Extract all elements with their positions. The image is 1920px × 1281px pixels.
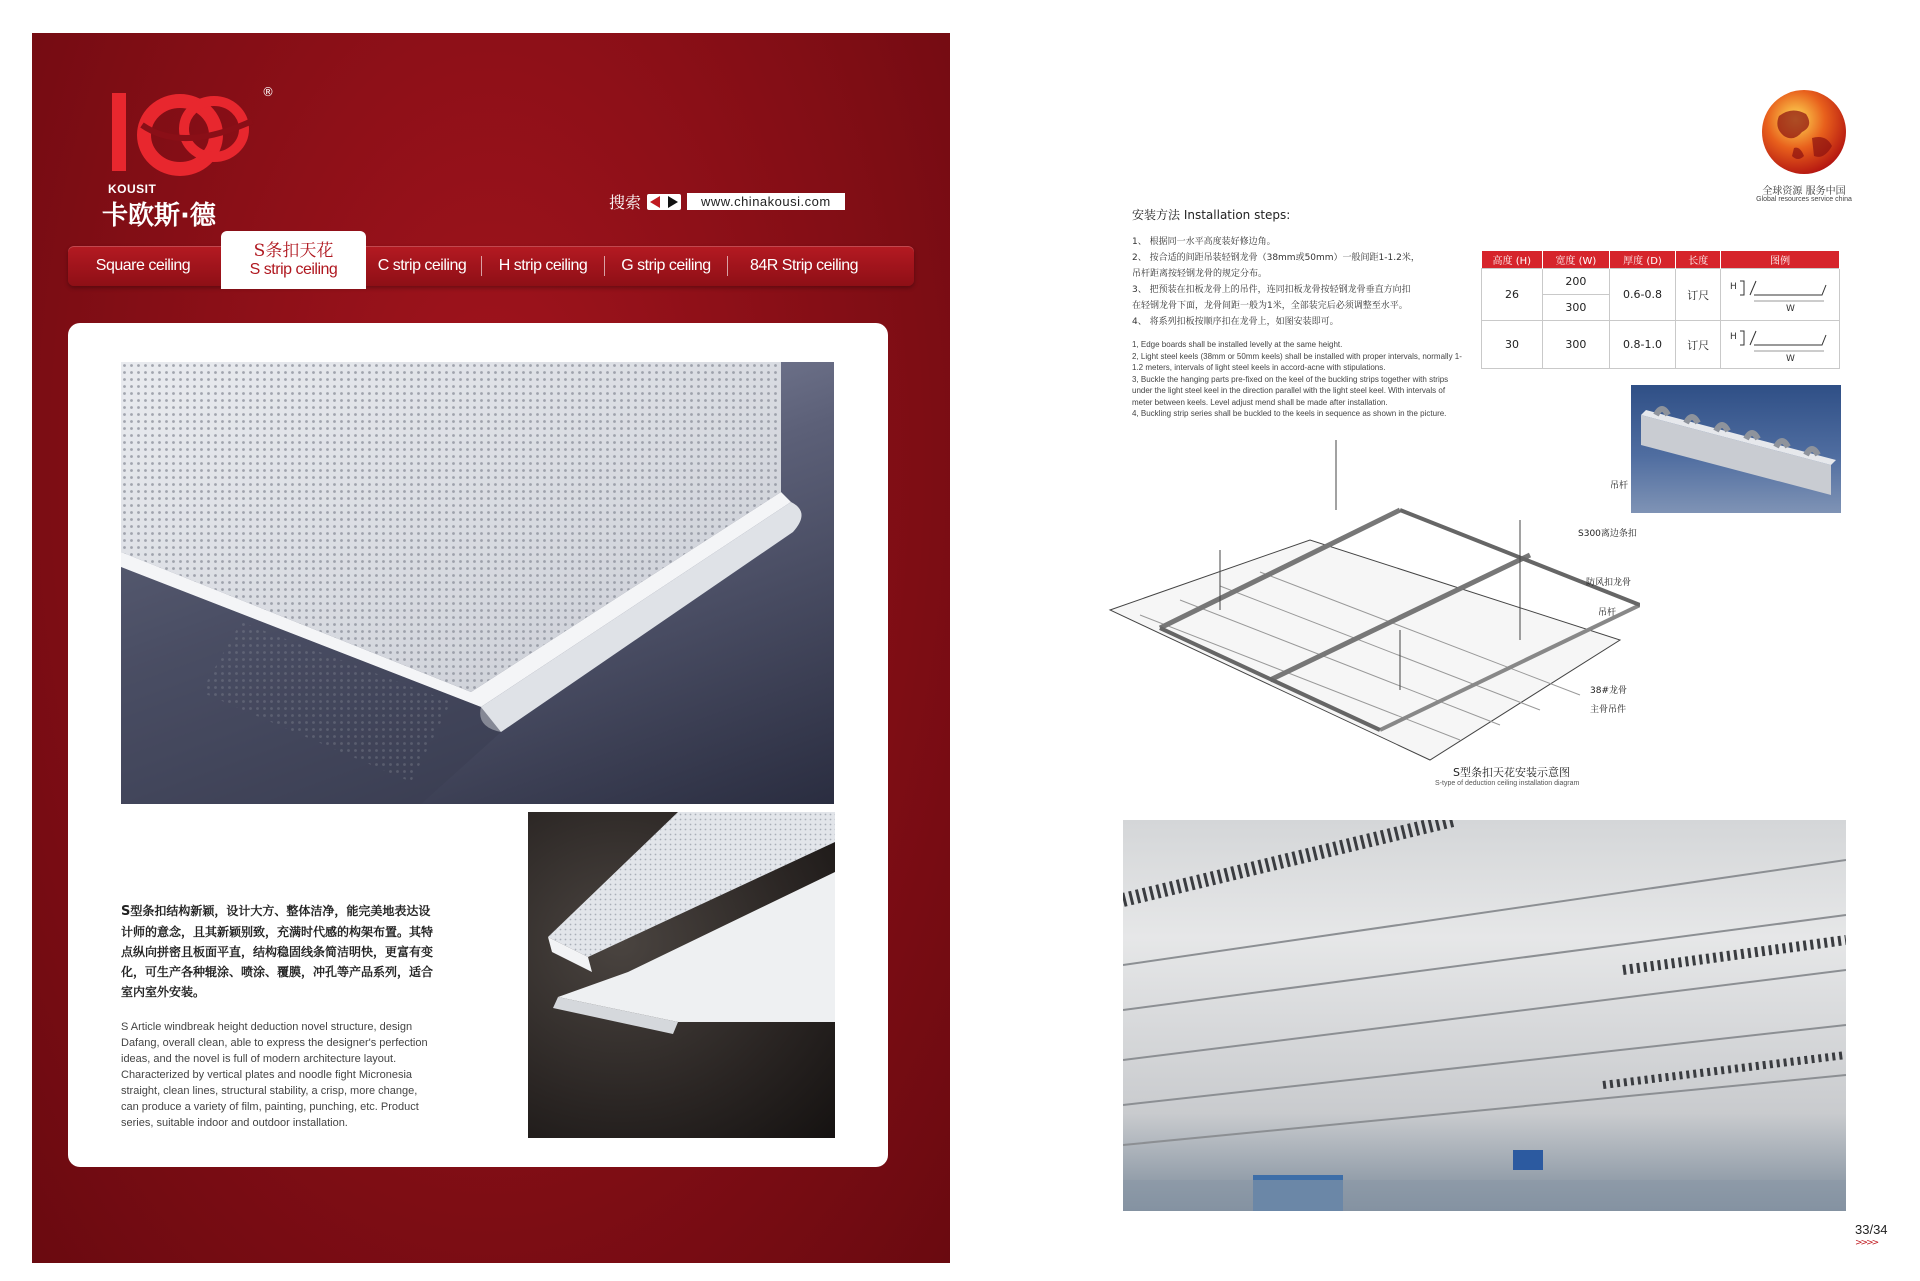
keel-profile-photo xyxy=(1631,385,1841,513)
kousit-logo xyxy=(102,85,282,231)
installed-ceiling-photo xyxy=(1123,820,1846,1211)
specification-table xyxy=(1481,251,1840,369)
product-description-en: S Article windbreak height deduction novel structure, design Dafang, overall clean, able to express the designer's perfection ideas, and the novel is full of modern architecture layout. Characterized by vertical plates and noodle fight Micronesia straight, clean lines, structural stability, a crisp, more change, can produce a variety of film, painting, punching, etc. Product series, suitable indoor and outdoor installation. xyxy=(121,1021,428,1129)
diagram-label-main-keel-hanger: 主骨吊件 xyxy=(1590,705,1627,715)
profile-legend-icon xyxy=(1721,321,1840,369)
tab-g-strip-ceiling[interactable]: G strip ceiling xyxy=(621,257,711,274)
table-row: 26 200 0.6-0.8 订尺 H W xyxy=(1482,269,1840,295)
tab-s-strip-ceiling[interactable] xyxy=(221,231,366,289)
tab-label-en: S strip ceiling xyxy=(249,260,338,278)
installation-diagram xyxy=(1100,440,1640,785)
slogan-cn: 全球资源 服务中国 xyxy=(1762,186,1846,197)
tab-square-ceiling[interactable]: Square ceiling xyxy=(95,257,191,274)
installation-steps-en: 1, Edge boards shall be installed levelly at the same height. 2, Light steel keels (38mm or 50mm keels) shall be installed with proper intervals, normally 1-1.2 meters, intervals of light steel keels in accord-acne with stipulations. 3, Buckle the hanging parts pre-fixed on the keel of the buckling strips together with strips under the light steel keel in the direction parallel with the light steel keel. With intervals of meter between keels. Level adjust mend shall be made after installation. 4, Buckling strip series shall be buckled to the keels in sequence as shown in the picture. xyxy=(1132,340,1462,418)
diagram-label-windproof-keel: 防风扣龙骨 xyxy=(1586,578,1632,588)
panel-detail-photo xyxy=(528,812,835,1138)
table-header-row xyxy=(1482,251,1840,269)
svg-text:W: W xyxy=(1786,304,1796,314)
tab-divider xyxy=(604,256,605,276)
diagram-caption-cn: S型条扣天花安装示意图 xyxy=(1453,766,1570,779)
header-thickness: 厚度 (D) xyxy=(1609,251,1676,269)
page-number: 33/34 xyxy=(1855,1222,1888,1237)
kousit-logo-mark xyxy=(102,85,262,185)
svg-text:H: H xyxy=(1730,332,1737,342)
table-row: 300 xyxy=(1482,295,1840,321)
svg-text:H: H xyxy=(1730,282,1737,292)
globe-icon xyxy=(1744,86,1864,182)
installation-steps-cn: 1、 根据同一水平高度装好修边角。 2、 按合适的间距吊装轻钢龙骨（38mm或50mm）一般间距1-1.2米， 吊杆距离按轻钢龙骨的规定分布。 3、 把预装在扣板龙骨上的吊件，连同扣板龙骨按轻钢龙骨垂直方向扣 在轻钢龙骨下面，龙骨间距一般为1米，全部装完后必须调整至水平。 4、 将系列扣板按顺序扣在龙骨上，如图安装即可。 xyxy=(1132,237,1420,327)
perforated-strip-panel-photo xyxy=(121,362,834,804)
product-content-card xyxy=(68,323,888,1167)
arrow-left-right-icon[interactable] xyxy=(647,194,681,210)
diagram-label-s300-edge-strip: S300离边条扣 xyxy=(1578,529,1637,539)
svg-text:W: W xyxy=(1786,354,1796,364)
page-arrows-icon: >>>> xyxy=(1855,1238,1878,1248)
profile-legend-icon xyxy=(1721,269,1840,321)
brand-name-cn: 卡欧斯·德 xyxy=(102,201,216,231)
diagram-label-hanger: 吊杆 xyxy=(1598,608,1617,618)
search-bar[interactable] xyxy=(609,190,845,213)
global-resources-logo xyxy=(1744,86,1864,206)
header-length: 长度 xyxy=(1676,251,1721,269)
table-row: 30 300 0.8-1.0 订尺 H W xyxy=(1482,321,1840,369)
product-description-cn: S型条扣结构新颖，设计大方、整体洁净，能完美地表达设计师的意念，且其新颖别致，充满时代感的构架布置。其特点纵向拼密且板面平直，结构稳固线条简洁明快，更富有变化，可生产各种辊涂、喷涂、覆膜，冲孔等产品系列，适合室内室外安装。 xyxy=(121,904,434,999)
diagram-caption-en: S-type of deduction ceiling installation diagram xyxy=(1435,780,1580,787)
tab-divider xyxy=(481,256,482,276)
brand-name-en: KOUSIT xyxy=(108,182,157,196)
tab-label-cn: S条扣天花 xyxy=(253,240,334,261)
installation-title: 安装方法 Installation steps: xyxy=(1132,208,1291,222)
search-label: 搜索 xyxy=(609,193,642,212)
tab-84r-strip-ceiling[interactable]: 84R Strip ceiling xyxy=(750,257,858,274)
diagram-label-38-keel: 38#龙骨 xyxy=(1590,686,1627,696)
slogan-en: Global resources service china xyxy=(1756,196,1852,203)
registered-mark: ® xyxy=(262,85,274,99)
tab-c-strip-ceiling[interactable]: C strip ceiling xyxy=(377,257,467,274)
category-tab-bar xyxy=(68,246,914,286)
diagram-label-hanger-rod: 吊杆 xyxy=(1610,481,1629,491)
left-page xyxy=(32,33,950,1263)
website-link[interactable]: www.chinakousi.com xyxy=(687,193,845,210)
header-width: 宽度 (W) xyxy=(1543,251,1610,269)
tab-h-strip-ceiling[interactable]: H strip ceiling xyxy=(498,257,588,274)
header-height: 高度 (H) xyxy=(1482,251,1543,269)
tab-divider xyxy=(727,256,728,276)
header-legend: 图例 xyxy=(1721,251,1840,269)
